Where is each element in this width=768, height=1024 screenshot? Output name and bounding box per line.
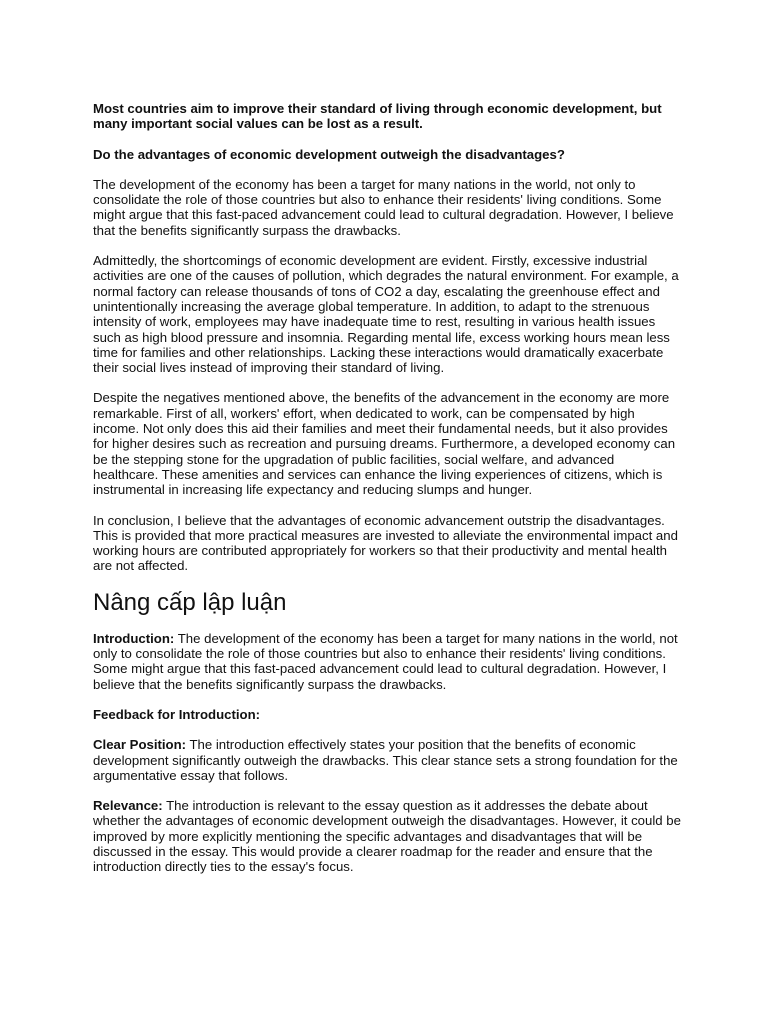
clear-position-text: The introduction effectively states your position that the benefits of economic development significantly outweigh the drawbacks. This clear stance sets a strong foundation for the argumentative essay that follows.: [93, 737, 678, 783]
introduction-text: The development of the economy has been a target for many nations in the world, not only to consolidate the role of those countries but also to enhance their residents' living conditions. Some might argue that this fast-paced advancement could lead to cultural degradation. However, I believe that the benefits significantly surpass the drawbacks.: [93, 630, 678, 692]
relevance-text: The introduction is relevant to the essay question as it addresses the debate about whether the advantages of economic development outweigh the disadvantages. However, it could be improved by more explicitly mentioning the specific advantages and disadvantages that will be discussed in the essay. This would provide a clearer roadmap for the reader and ensure that the introduction directly ties to the essay's focus.: [93, 798, 681, 875]
relevance-block: [93, 798, 683, 874]
essay-question: Do the advantages of economic development outweigh the disadvantages?: [93, 146, 565, 162]
essay-paragraph-body-2: Despite the negatives mentioned above, the benefits of the advancement in the economy are more remarkable. First of all, workers' effort, when dedicated to work, can be compensated by high income. Not only does this aid their families and meet their fundamental needs, but it also provides for higher desires such as recreation and pursuing dreams. Furthermore, a developed economy can be the stepping stone for the upgradation of public facilities, social welfare, and advanced healthcare. These amenities and services can enhance the living experiences of citizens, which is instrumental in increasing life expectancy and reducing slumps and hunger.: [93, 390, 676, 498]
essay-paragraph-body-1: Admittedly, the shortcomings of economic development are evident. Firstly, excessive industrial activities are one of the causes of pollution, which degrades the natural environment. For example, a normal factory can release thousands of tons of CO2 a day, escalating the greenhouse effect and unintentionally increasing the average global temperature. In addition, to adapt to the strenuous intensity of work, employees may have inadequate time to rest, resulting in various health issues such as high blood pressure and insomnia. Regarding mental life, excess working hours mean less time for families and other relationships. Lacking these interactions would dramatically exacerbate their social lives instead of improving their standard of living.: [93, 253, 679, 376]
introduction-label: Introduction:: [93, 630, 175, 646]
essay-paragraph-conclusion: In conclusion, I believe that the advantages of economic advancement outstrip the disadvantages. This is provided that more practical measures are invested to alleviate the environmental impact and working hours are contributed appropriately for workers so that their productivity and mental health are not affected.: [93, 512, 678, 574]
document-page: [93, 101, 683, 890]
essay-paragraph-intro: The development of the economy has been a target for many nations in the world, not only to consolidate the role of those countries but also to enhance their residents' living conditions. Some might argue that this fast-paced advancement could lead to cultural degradation. However, I believe that the benefits significantly surpass the drawbacks.: [93, 176, 674, 238]
clear-position-label: Clear Position:: [93, 737, 187, 753]
feedback-heading: Feedback for Introduction:: [93, 706, 261, 722]
section-heading: Nâng cấp lập luận: [93, 588, 287, 616]
essay-prompt: Most countries aim to improve their standard of living through economic development, but many important social values can be lost as a result.: [93, 101, 662, 132]
clear-position-block: [93, 737, 683, 783]
relevance-label: Relevance:: [93, 798, 163, 814]
introduction-block: [93, 631, 683, 692]
